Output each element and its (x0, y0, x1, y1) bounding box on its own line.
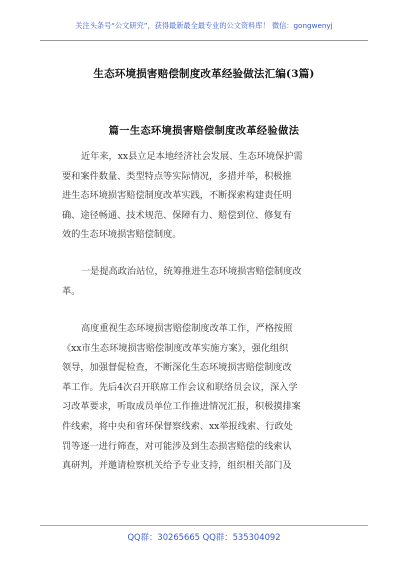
paragraph-line: 要和案件数量、类型特点等实际情况，多措并举，积极推 (62, 170, 292, 182)
paragraph (62, 319, 352, 476)
paragraph-line: 习改革要求，听取成员单位工作推进情况汇报，积极摸排案 (62, 401, 301, 413)
paragraph-line: 革。 (62, 285, 81, 297)
paragraph-line: 一是提高政治站位，统筹推进生态环境损害赔偿制度改 (81, 266, 302, 277)
footer-contact: QQ群：30265665 QQ群：535304092 (127, 532, 281, 542)
header-divider (40, 40, 368, 41)
paragraph (62, 147, 352, 245)
paragraph-line: 高度重视生态环境损害赔偿制度改革工作，严格按照 (81, 323, 293, 334)
paragraph-line: 罚等逐一进行筛查，对可能涉及到生态损害赔偿的线索认 (62, 440, 292, 452)
paragraph-line: 革工作。先后4次召开联席工作会议和联络员会议，深入学 (62, 381, 298, 393)
paragraph-line: 领导，加强督促检查，不断深化生态环境损害赔偿制度改 (62, 362, 292, 374)
paragraph-line: 确、途径畅通、技术规范、保障有力、赔偿到位、修复有 (62, 209, 292, 221)
section-title: 篇一生态环境损害赔偿制度改革经验做法 (108, 125, 300, 137)
paragraph-line: 进生态环境损害赔偿制度改革实践，不断探索构建责任明 (62, 190, 292, 202)
document-title: 生态环境损害赔偿制度改革经验做法汇编(3篇) (93, 68, 315, 80)
paragraph-line: 效的生态环境损害赔偿制度。 (62, 229, 182, 241)
paragraph-line: 件线索，将中央和省环保督察线索、xx举报线索、行政处 (62, 420, 293, 432)
header-banner: 关注头条号“公文研究”，获得最新最全最专业的公文资料库！ 微信：gongwenyj (75, 21, 333, 30)
paragraph-line: 近年来，xx县立足本地经济社会发展、生态环境保护需 (81, 151, 303, 162)
paragraph-line: 《xx市生态环境损害赔偿制度改革实施方案》，强化组织 (62, 342, 289, 354)
footer-divider (40, 525, 368, 526)
paragraph-line: 真研判，并邀请检察机关给予专业支持，组织相关部门及 (62, 460, 292, 472)
paragraph (62, 262, 352, 301)
